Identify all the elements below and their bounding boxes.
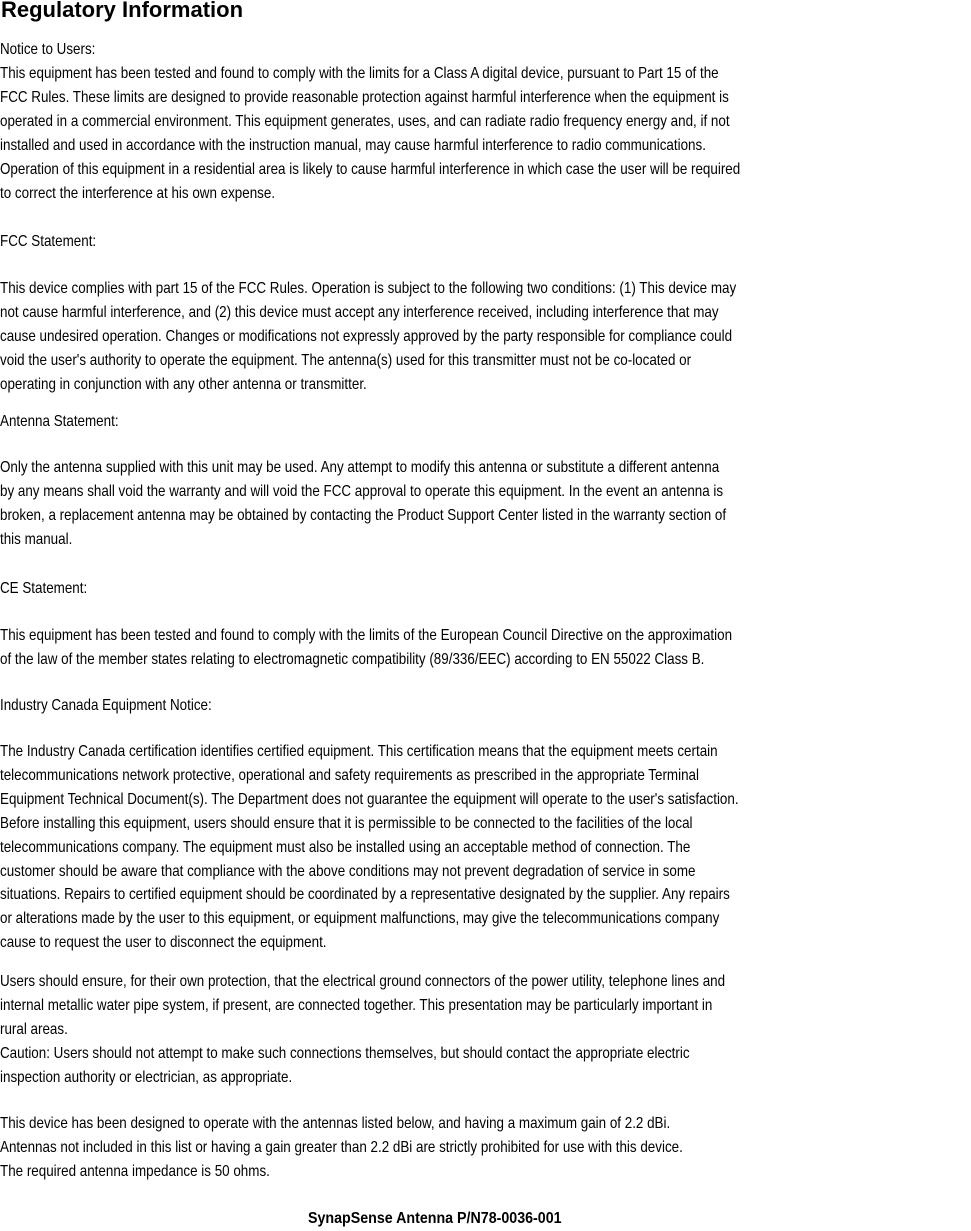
fcc-paragraph bbox=[0, 277, 970, 397]
paragraph-line: this manual. bbox=[0, 530, 73, 548]
paragraph-line: by any means shall void the warranty and will void the FCC approval to operate this equipment. In the event an antenna is bbox=[0, 482, 724, 500]
paragraph-line: not cause harmful interference, and (2) this device must accept any interference received, including interference that may bbox=[0, 303, 719, 321]
paragraph-line: cause to request the user to disconnect the equipment. bbox=[0, 934, 327, 952]
paragraph-line: broken, a replacement antenna may be obtained by contacting the Product Support Center listed in the warranty section of bbox=[0, 506, 727, 524]
paragraph-line: inspection authority or electrician, as appropriate. bbox=[0, 1068, 293, 1086]
paragraph-line: The Industry Canada certification identifies certified equipment. This certification means that the equipment meets certain bbox=[0, 743, 718, 760]
paragraph-line: void the user's authority to operate the equipment. The antenna(s) used for this transmitter must not be co-located or bbox=[0, 351, 692, 369]
paragraph-line: internal metallic water pipe system, if present, are connected together. This presentation may be particularly important in bbox=[0, 996, 713, 1014]
notice-paragraph bbox=[0, 62, 970, 205]
paragraph-line: cause undesired operation. Changes or modifications not expressly approved by the party responsible for compliance could bbox=[0, 327, 733, 345]
ce-heading: CE Statement: bbox=[0, 580, 88, 597]
paragraph-line: Only the antenna supplied with this unit may be used. Any attempt to modify this antenna or substitute a different antenna bbox=[0, 459, 720, 476]
paragraph-line: rural areas. bbox=[0, 1020, 68, 1038]
ce-paragraph bbox=[0, 624, 970, 672]
paragraph-line: Before installing this equipment, users should ensure that it is permissible to be connected to the facilities of the local bbox=[0, 814, 693, 832]
paragraph-line: The required antenna impedance is 50 ohms. bbox=[0, 1162, 270, 1180]
paragraph-line: of the law of the member states relating to electromagnetic compatibility (89/336/EEC) according to EN 55022 Class B. bbox=[0, 650, 705, 668]
paragraph-line: situations. Repairs to certified equipment should be coordinated by a representative designated by the supplier. Any repairs bbox=[0, 886, 730, 904]
industry-canada-paragraph bbox=[0, 740, 970, 955]
industry-canada-heading: Industry Canada Equipment Notice: bbox=[0, 697, 212, 714]
paragraph-line: This equipment has been tested and found to comply with the limits for a Class A digital device, pursuant to Part 15 of the bbox=[0, 65, 719, 82]
notice-heading: Notice to Users: bbox=[0, 41, 96, 58]
paragraph-line: Users should ensure, for their own protection, that the electrical ground connectors of the power utility, telephone lines and bbox=[0, 973, 726, 990]
antenna-paragraph bbox=[0, 456, 970, 552]
paragraph-line: This equipment has been tested and found to comply with the limits of the European Council Directive on the approximation bbox=[0, 627, 733, 644]
paragraph-line: operating in conjunction with any other antenna or transmitter. bbox=[0, 375, 367, 393]
paragraph-line: Equipment Technical Document(s). The Department does not guarantee the equipment will operate to the user's satisfaction. bbox=[0, 790, 739, 808]
paragraph-line: FCC Rules. These limits are designed to provide reasonable protection against harmful interference when the equipment is bbox=[0, 88, 729, 106]
grounding-paragraph bbox=[0, 970, 970, 1090]
antenna-heading: Antenna Statement: bbox=[0, 413, 119, 430]
paragraph-line: telecommunications network protective, operational and safety requirements as prescribed in the appropriate Terminal bbox=[0, 766, 699, 784]
paragraph-line: or alterations made by the user to this equipment, or equipment malfunctions, may give the telecommunications company bbox=[0, 910, 720, 928]
paragraph-line: This device has been designed to operate with the antennas listed below, and having a maximum gain of 2.2 dBi. bbox=[0, 1115, 671, 1132]
paragraph-line: telecommunications company. The equipment must also be installed using an acceptable method of connection. The bbox=[0, 838, 691, 856]
paragraph-line: installed and used in accordance with the instruction manual, may cause harmful interference to radio communications. bbox=[0, 136, 706, 154]
paragraph-line: operated in a commercial environment. This equipment generates, uses, and can radiate radio frequency energy and, if not bbox=[0, 112, 730, 130]
paragraph-line: Caution: Users should not attempt to make such connections themselves, but should contact the appropriate electric bbox=[0, 1044, 690, 1062]
antenna-gain-paragraph bbox=[0, 1112, 970, 1184]
paragraph-line: to correct the interference at his own expense. bbox=[0, 184, 276, 202]
document-title: Regulatory Information bbox=[1, 0, 244, 22]
antenna-part-number: SynapSense Antenna P/N78-0036-001 bbox=[308, 1210, 562, 1227]
fcc-heading: FCC Statement: bbox=[0, 233, 97, 250]
paragraph-line: Operation of this equipment in a residential area is likely to cause harmful interference in which case the user will be required bbox=[0, 160, 741, 178]
paragraph-line: This device complies with part 15 of the FCC Rules. Operation is subject to the following two conditions: (1) This device may bbox=[0, 280, 737, 297]
paragraph-line: Antennas not included in this list or having a gain greater than 2.2 dBi are strictly prohibited for use with this device. bbox=[0, 1138, 683, 1156]
paragraph-line: customer should be aware that compliance with the above conditions may not prevent degradation of service in some bbox=[0, 862, 696, 880]
